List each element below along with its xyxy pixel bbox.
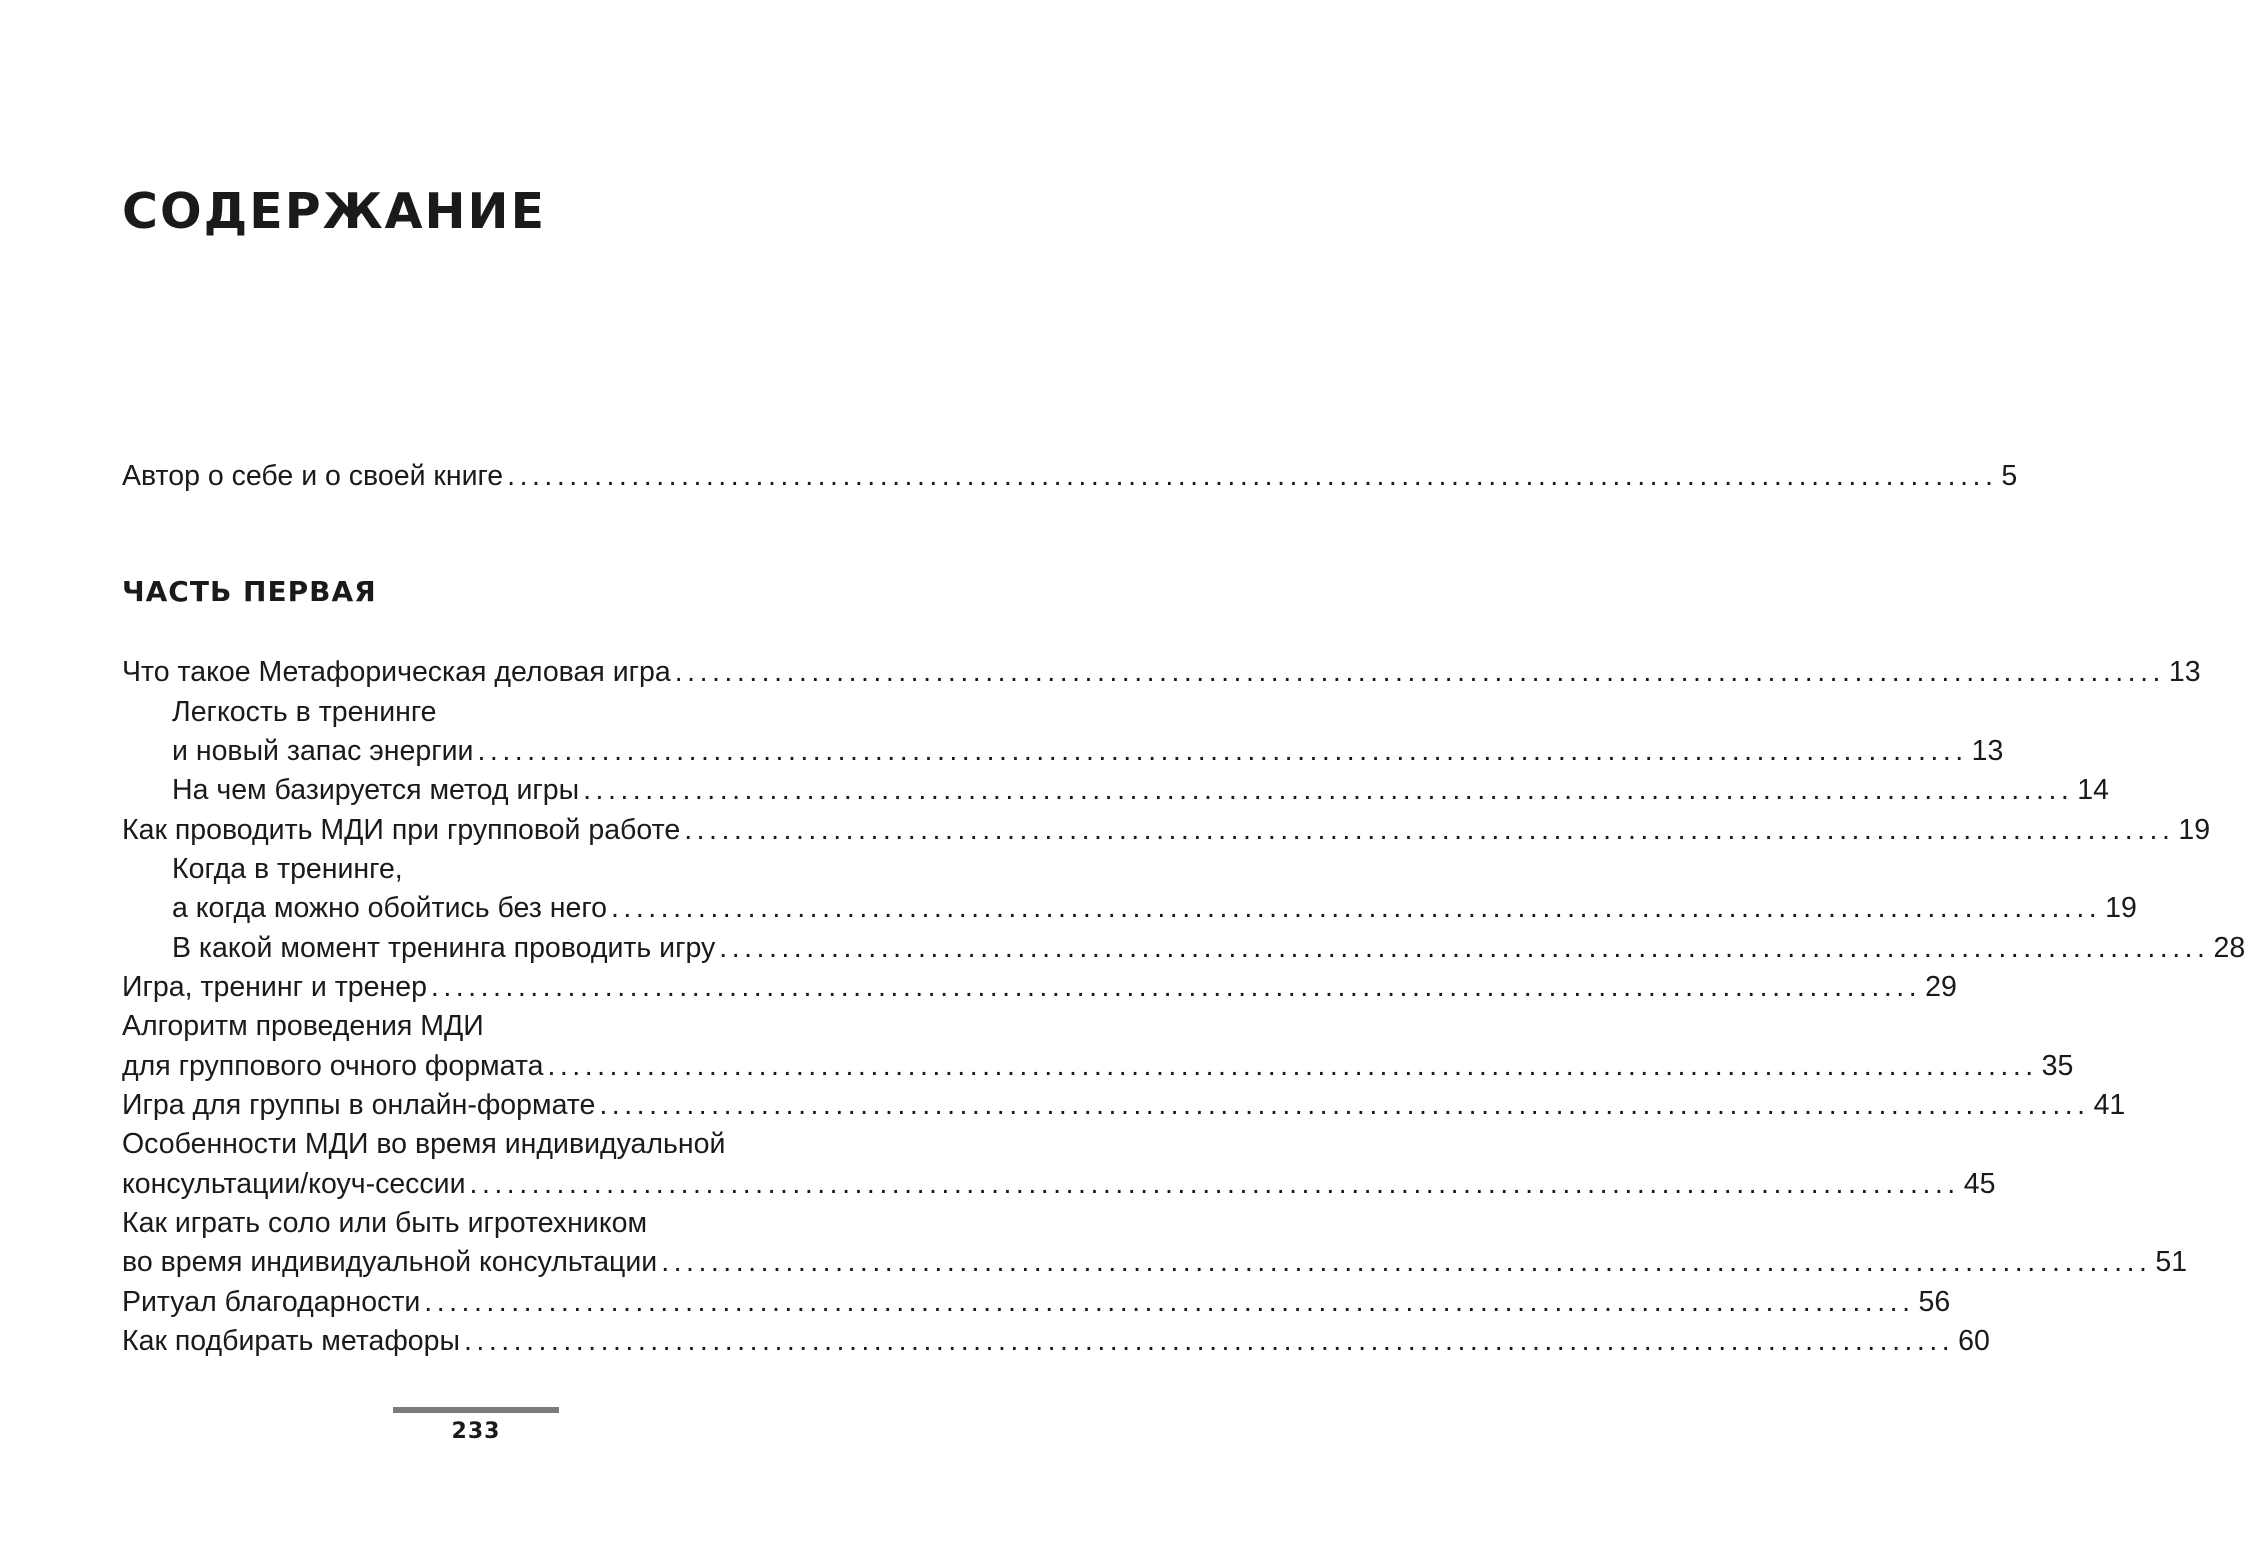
toc-entry <box>172 849 830 889</box>
toc-entry-text: В какой момент тренинга проводить игру <box>172 932 716 964</box>
toc-entry <box>122 1203 830 1243</box>
toc-entry-page: 13 <box>2168 656 2201 688</box>
toc-leader-dots: ........................................................................................................................ <box>424 1286 1915 1318</box>
toc-entry <box>122 967 1957 1007</box>
toc-leader-dots: ........................................................................................................................ <box>477 735 1968 767</box>
toc-entry <box>122 1321 1990 1361</box>
page-title: СОДЕРЖАНИЕ <box>122 183 547 240</box>
toc-entry <box>122 456 2018 496</box>
toc-entry-page: 19 <box>2105 892 2137 924</box>
toc-entry <box>122 1282 1951 1322</box>
toc-entry-page: 41 <box>2093 1089 2126 1121</box>
section-heading: ЧАСТЬ ПЕРВАЯ <box>122 575 377 608</box>
toc-leader-dots: ........................................................................................................................ <box>507 460 1998 492</box>
toc-leader-dots: ........................................................................................................................ <box>661 1246 2152 1278</box>
toc-entry-page: 28 <box>2213 932 2245 964</box>
toc-leader-dots: ........................................................................................................................ <box>430 971 1922 1003</box>
folio-rule <box>393 1407 559 1413</box>
toc-entry-text: Как играть соло или быть игротехником <box>122 1207 648 1239</box>
toc-entry-page: 19 <box>2178 814 2211 846</box>
toc-leader-dots: ........................................................................................................................ <box>719 932 2210 964</box>
toc-leader-dots: ........................................................................................................................ <box>610 892 2102 924</box>
toc-entry-page: 13 <box>1971 735 2004 767</box>
toc-entry <box>172 770 2109 810</box>
toc-entry-page: 14 <box>2077 774 2109 806</box>
toc-entry-text: Игра для группы в онлайн-формате <box>122 1089 596 1121</box>
toc-entry <box>172 888 2137 928</box>
toc-leader-dots: ........................................................................................................................ <box>469 1168 1960 1200</box>
toc-entry <box>122 1242 2188 1282</box>
toc-entry-text: Автор о себе и о своей книге <box>122 460 504 492</box>
toc-entry-text: Как проводить МДИ при групповой работе <box>122 814 681 846</box>
toc-entry-text: консультации/коуч-сессии <box>122 1168 466 1200</box>
toc-entry-text: Легкость в тренинге <box>172 696 437 728</box>
toc-entry-page: 45 <box>1963 1168 1996 1200</box>
toc-entry-text: а когда можно обойтись без него <box>172 892 607 924</box>
toc-leader-dots: ........................................................................................................................ <box>583 774 2074 806</box>
page-number: 233 <box>451 1419 501 1444</box>
toc-entry-text: во время индивидуальной консультации <box>122 1246 658 1278</box>
toc-leader-dots: ........................................................................................................................ <box>547 1050 2038 1082</box>
toc-entry-text: Особенности МДИ во время индивидуальной <box>122 1128 726 1160</box>
toc-entry-page: 60 <box>1958 1325 1990 1357</box>
toc-entry-text: Когда в тренинге, <box>172 853 403 885</box>
toc-leader-dots: ........................................................................................................................ <box>684 814 2175 846</box>
toc-entry-text: Что такое Метафорическая деловая игра <box>122 656 671 688</box>
toc-entry <box>122 1085 2126 1125</box>
toc-entry <box>172 692 830 732</box>
toc-entry <box>122 652 2201 692</box>
toc-entry <box>172 731 2004 771</box>
toc-entry <box>122 1006 830 1046</box>
toc-leader-dots: ........................................................................................................................ <box>463 1325 1955 1357</box>
toc-entry <box>122 810 2211 850</box>
toc-entry-text: На чем базируется метод игры <box>172 774 580 806</box>
toc-entry-page: 29 <box>1925 971 1957 1003</box>
toc-entry <box>172 928 2245 968</box>
toc-entry-page: 51 <box>2155 1246 2188 1278</box>
toc-entry-page: 56 <box>1918 1286 1951 1318</box>
toc-entry-text: Ритуал благодарности <box>122 1286 421 1318</box>
toc-entry <box>122 1046 2074 1086</box>
toc-entry-page: 5 <box>2001 460 2018 492</box>
toc-entry-text: Алгоритм проведения МДИ <box>122 1010 484 1042</box>
toc-entry-page: 35 <box>2041 1050 2074 1082</box>
toc-entry <box>122 1124 830 1164</box>
toc-leader-dots: ........................................................................................................................ <box>599 1089 2090 1121</box>
toc-leader-dots: ........................................................................................................................ <box>674 656 2165 688</box>
toc-entry-text: Игра, тренинг и тренер <box>122 971 427 1003</box>
toc-entry <box>122 1164 1996 1204</box>
toc-entry-text: для группового очного формата <box>122 1050 544 1082</box>
toc-entry-text: и новый запас энергии <box>172 735 474 767</box>
toc-entry-text: Как подбирать метафоры <box>122 1325 460 1357</box>
